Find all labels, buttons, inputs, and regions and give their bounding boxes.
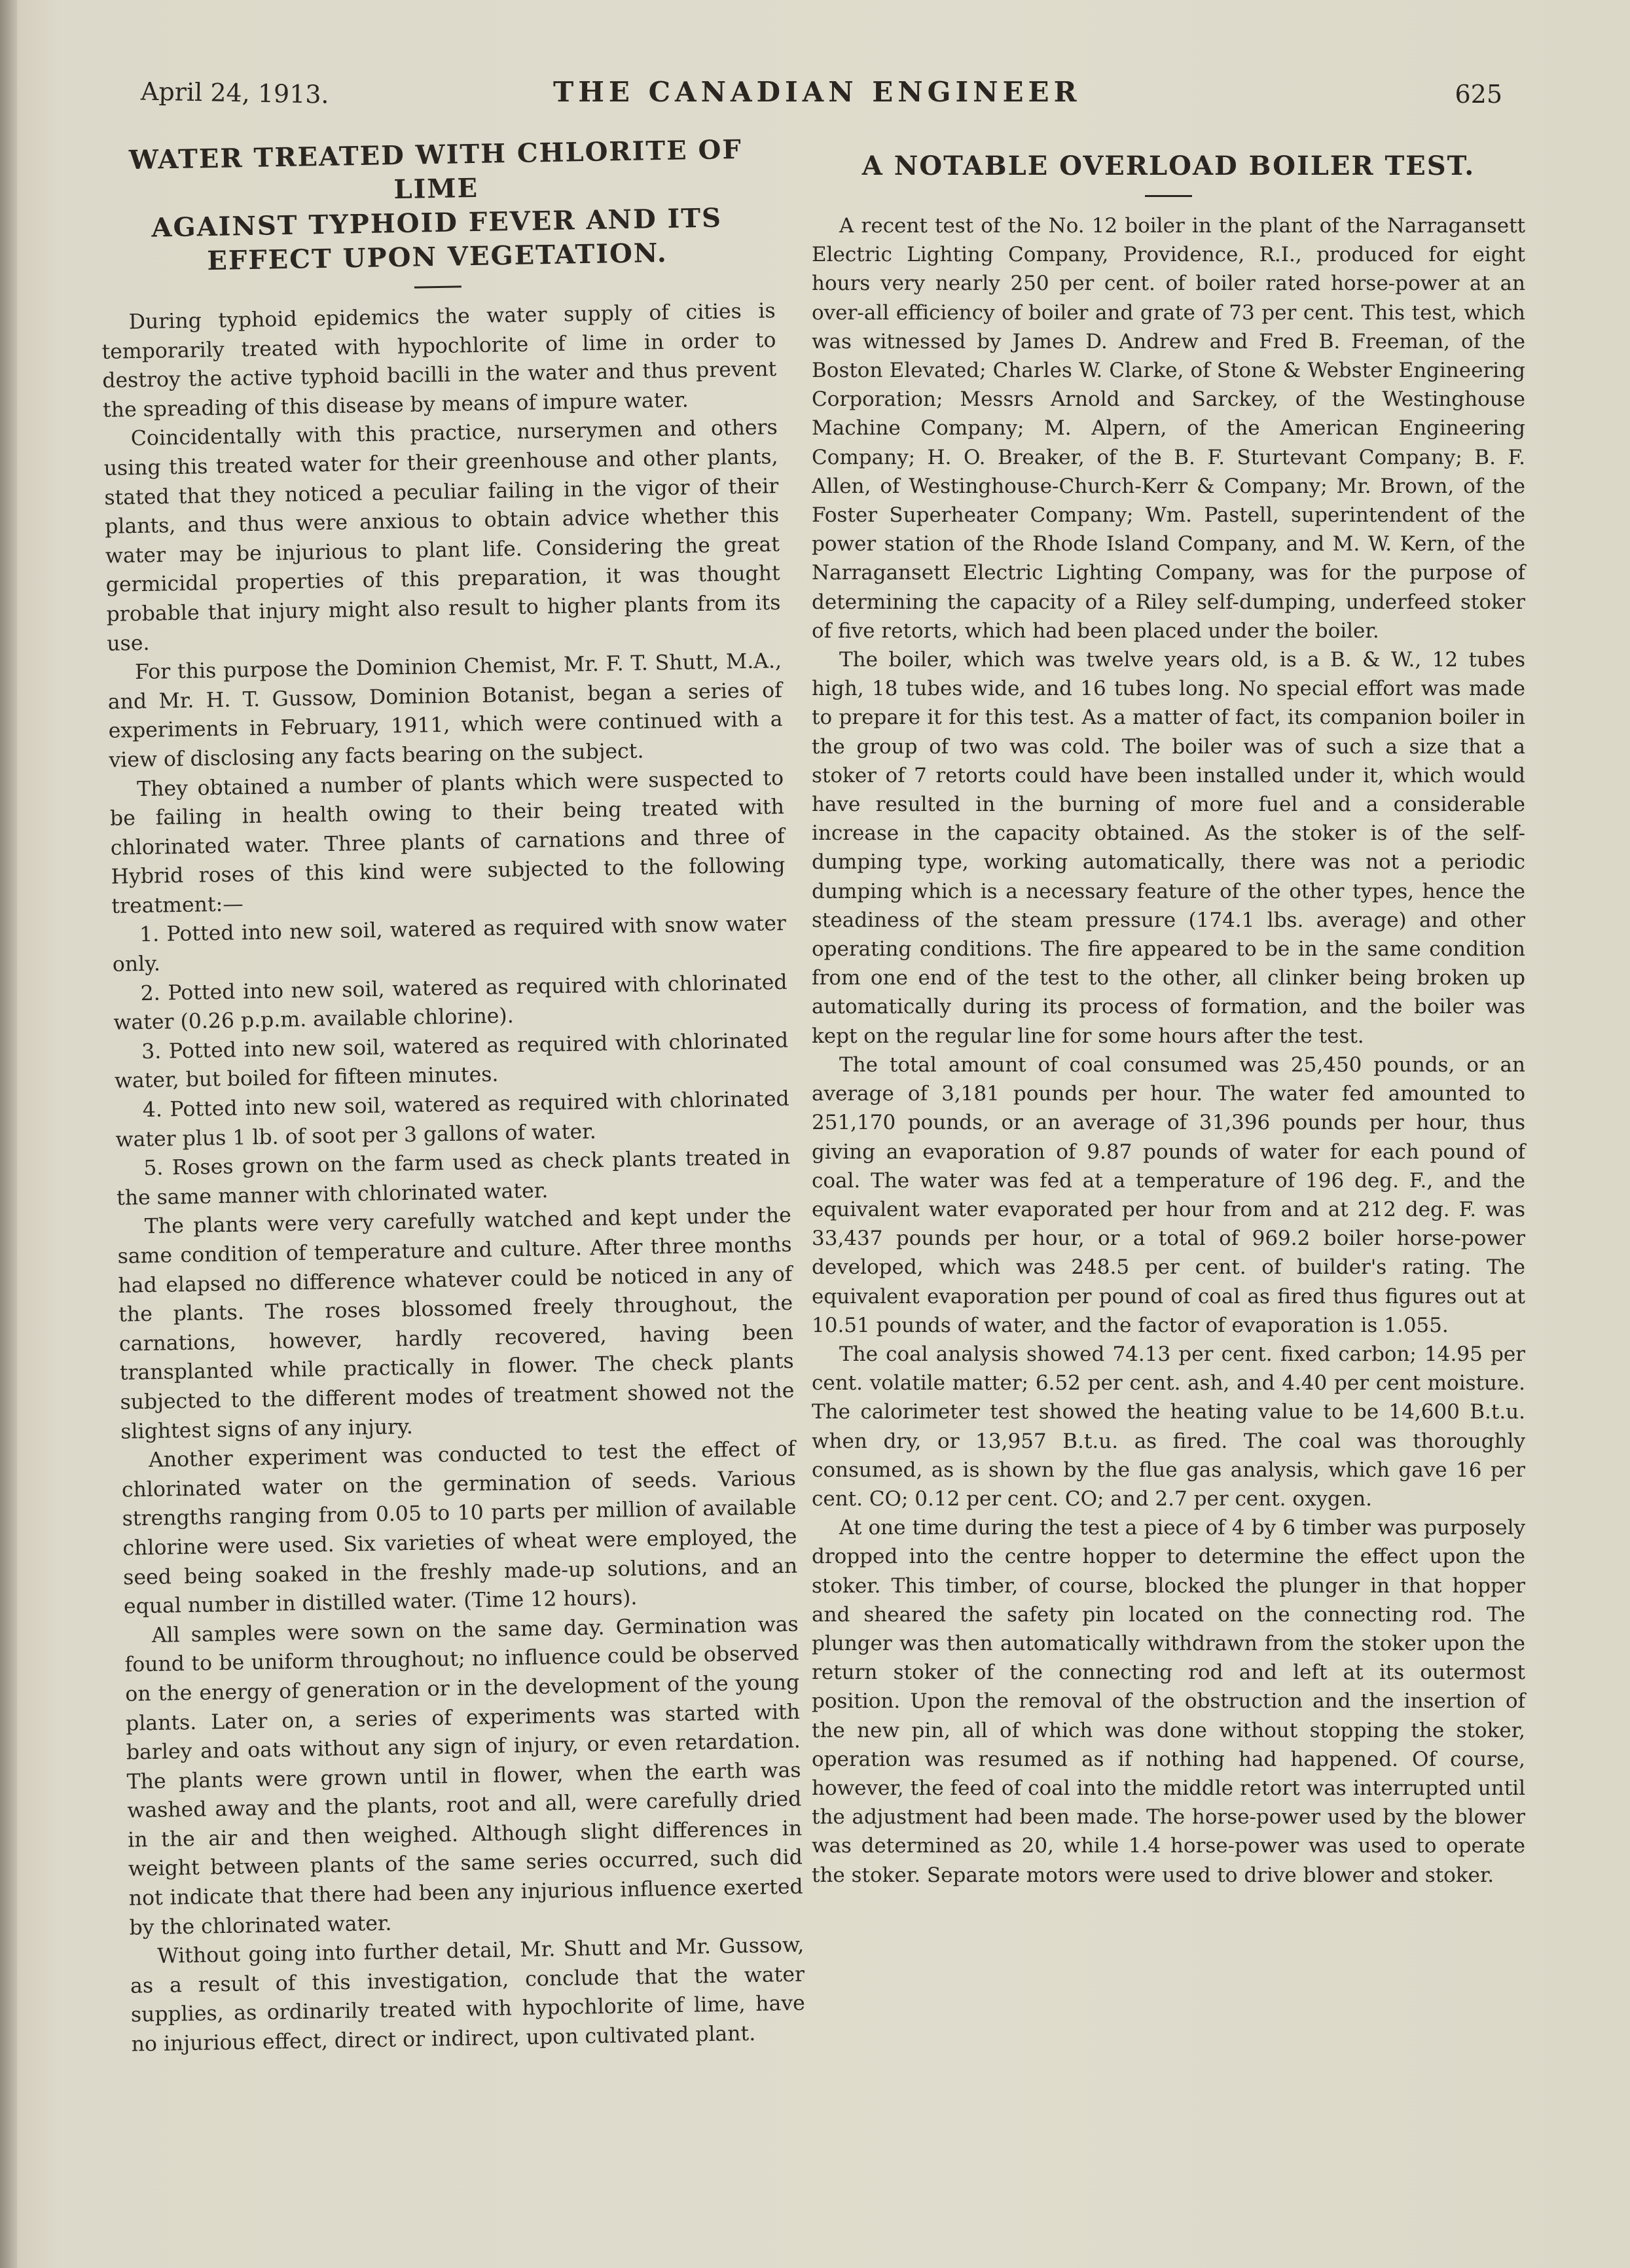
right-article-title: A NOTABLE OVERLOAD BOILER TEST.: [861, 151, 1476, 181]
left-title-line-1: WATER TREATED WITH CHLORITE OF LIME: [128, 134, 743, 206]
treatment-item: 3. Potted into new soil, watered as required with chlorinated water, but boiled for fifteen minutes.: [114, 1028, 789, 1094]
page-spine-shadow: [0, 0, 17, 2268]
title-rule: [1145, 195, 1192, 197]
right-paragraph: The coal analysis showed 74.13 per cent. fixed carbon; 14.95 per cent. volatile matter; 6.52 per cent. ash, and 4.40 per cent moisture. The calorimeter test showed the heating value to be 14,600 B.t.u. when dry, or 13,957 B.t.u. as fired. The coal was thoroughly consumed, as is shown by the flue gas analysis, which gave 16 per cent. CO; 0.12 per cent. CO; and 2.7 per cent. oxygen.: [812, 1342, 1525, 1511]
left-title-line-2: AGAINST TYPHOID FEVER AND ITS: [151, 202, 723, 243]
left-paragraph: During typhoid epidemics the water supply of cities is temporarily treated with hypochlorite of lime in order to destroy the active typhoid bacilli in the water and thus prevent the spreading of this disease by means of impure water.: [101, 298, 777, 422]
treatment-item: 1. Potted into new soil, watered as required with snow water only.: [112, 912, 787, 977]
header-page-number: 625: [1455, 80, 1502, 109]
left-paragraph: Another experiment was conducted to test the effect of chlorinated water on the germination of seeds. Various strengths ranging from 0.05 to 10 parts per million of available chlorine were used. Six varieties of wheat were employed, the seed being soaked in the freshly made-up solutions, and an equal number in distilled water. (Time 12 hours).: [121, 1437, 798, 1619]
right-paragraph: The total amount of coal consumed was 25,450 pounds, or an average of 3,181 pounds per hour. The water fed amounted to 251,170 pounds, or an average of 31,396 pounds per hour, thus giving an evaporation of 9.87 pounds of water for each pound of coal. The water was fed at a temperature of 196 deg. F., and the equivalent water evaporated per hour from and at 212 deg. F. was 33,437 pounds per hour, or a total of 969.2 boiler horse-power developed, which was 248.5 per cent. of builder's rating. The equivalent evaporation per pound of coal as fired thus figures out at 10.51 pounds of water, and the factor of evaporation is 1.055.: [812, 1053, 1525, 1337]
left-article-title: [98, 132, 774, 280]
left-paragraph: They obtained a number of plants which were suspected to be failing in health owing to their being treated with chlorinated water. Three plants of carnations and three of Hybrid roses of this kind were subjected to the following treatment:—: [109, 766, 786, 918]
right-article: [812, 149, 1525, 1890]
title-rule: [414, 285, 462, 288]
right-paragraph: At one time during the test a piece of 4 by 6 timber was purposely dropped into the centre hopper to determine the effect upon the stoker. This timber, of course, blocked the plunger in that hopper and sheared the safety pin located on the connecting rod. The plunger was then automatically withdrawn from the stoker upon the return stoker of the connecting rod and left at its outermost position. Upon the removal of the obstruction and the insertion of the new pin, all of which was done without stopping the stoker, operation was resumed as if nothing had happened. Of course, however, the feed of coal into the middle retort was interrupted until the adjustment had been made. The horse-power used by the blower was determined as 20, while 1.4 horse-power was used to operate the stoker. Separate motors were used to drive blower and stoker.: [812, 1516, 1525, 1887]
left-paragraph: For this purpose the Dominion Chemist, Mr. F. T. Shutt, M.A., and Mr. H. T. Gussow, Dominion Botanist, began a series of experiments in February, 1911, which were continued with a view of disclosing any facts bearing on the subject.: [107, 649, 783, 772]
left-paragraph: Coincidentally with this practice, nurserymen and others using this treated water for their greenhouse and other plants, stated that they noticed a peculiar failing in the vigor of their plants, and thus were anxious to obtain advice whether this water may be injurious to plant life. Considering the great germicidal properties of this preparation, it was thought probable that injury might also result to higher plants from its use.: [103, 416, 781, 656]
treatment-item: 5. Roses grown on the farm used as check plants treated in the same manner with chlorinated water.: [116, 1145, 791, 1210]
treatment-item: 4. Potted into new soil, watered as required with chlorinated water plus 1 lb. of soot per 3 gallons of water.: [115, 1087, 789, 1152]
right-paragraph: The boiler, which was twelve years old, is a B. & W., 12 tubes high, 18 tubes wide, and 16 tubes long. No special effort was made to prepare it for this test. As a matter of fact, its companion boiler in the group of two was cold. The boiler was of such a size that a stoker of 7 retorts could have been installed under it, which would have resulted in the burning of more fuel and a considerable increase in the capacity obtained. As the stoker is of the self-dumping type, working automatically, there was not a periodic dumping which is a necessary feature of the other types, hence the steadiness of the steam pressure (174.1 lbs. average) and other operating conditions. The fire appeared to be in the same condition from one end of the test to the other, all clinker being broken up automatically during its process of formation, and the boiler was kept on the regular line for some hours after the test.: [812, 648, 1525, 1048]
header-date: April 24, 1913.: [140, 77, 329, 109]
running-header: [141, 72, 1502, 124]
left-article: [98, 132, 806, 2059]
header-journal-title: THE CANADIAN ENGINEER: [553, 76, 1081, 108]
left-paragraph: The plants were very carefully watched and kept under the same condition of temperature and culture. After three months had elapsed no difference whatever could be noticed in any of the plants. The roses blossomed freely throughout, the carnations, however, hardly recovered, having been transplanted while practically in flower. The check plants subjected to the different modes of treatment showed not the slightest signs of any injury.: [117, 1204, 795, 1444]
treatment-item: 2. Potted into new soil, watered as required with chlorinated water (0.26 p.p.m. available chlorine).: [113, 970, 788, 1035]
left-paragraph: All samples were sown on the same day. Germination was found to be uniform throughout; no influence could be observed on the energy of generation or in the development of the young plants. Later on, a series of experiments was started with barley and oats without any sign of injury, or even retardation. The plants were grown until in flower, when the earth was washed away and the plants, root and all, were carefully dried in the air and then weighed. Although slight differences in weight between plants of the same series occurred, such did not indicate that there had been any injurious influence exerted by the chlorinated water.: [124, 1612, 803, 1940]
left-title-line-3: EFFECT UPON VEGETATION.: [206, 237, 668, 277]
right-paragraph: A recent test of the No. 12 boiler in the plant of the Narragansett Electric Lighting Company, Providence, R.I., produced for eight hours very nearly 250 per cent. of boiler rated horse-power at an over-all efficiency of boiler and grate of 73 per cent. This test, which was witnessed by James D. Andrew and Fred B. Freeman, of the Boston Elevated; Charles W. Clarke, of Stone & Webster Engineering Corporation; Messrs Arnold and Sarckey, of the Westinghouse Machine Company; M. Alpern, of the American Engineering Company; H. O. Breaker, of the B. F. Sturtevant Company; B. F. Allen, of Westinghouse-Church-Kerr & Company; Mr. Brown, of the Foster Superheater Company; Wm. Pastell, superintendent of the power station of the Rhode Island Company, and M. W. Kern, of the Narragansett Electric Lighting Company, was for the purpose of determining the capacity of a Riley self-dumping, underfeed stoker of five retorts, which had been placed under the boiler.: [812, 214, 1525, 643]
left-paragraph: Without going into further detail, Mr. Shutt and Mr. Gussow, as a result of this investigation, conclude that the water supplies, as ordinarily treated with hypochlorite of lime, have no injurious effect, direct or indirect, upon cultivated plant.: [130, 1933, 806, 2057]
